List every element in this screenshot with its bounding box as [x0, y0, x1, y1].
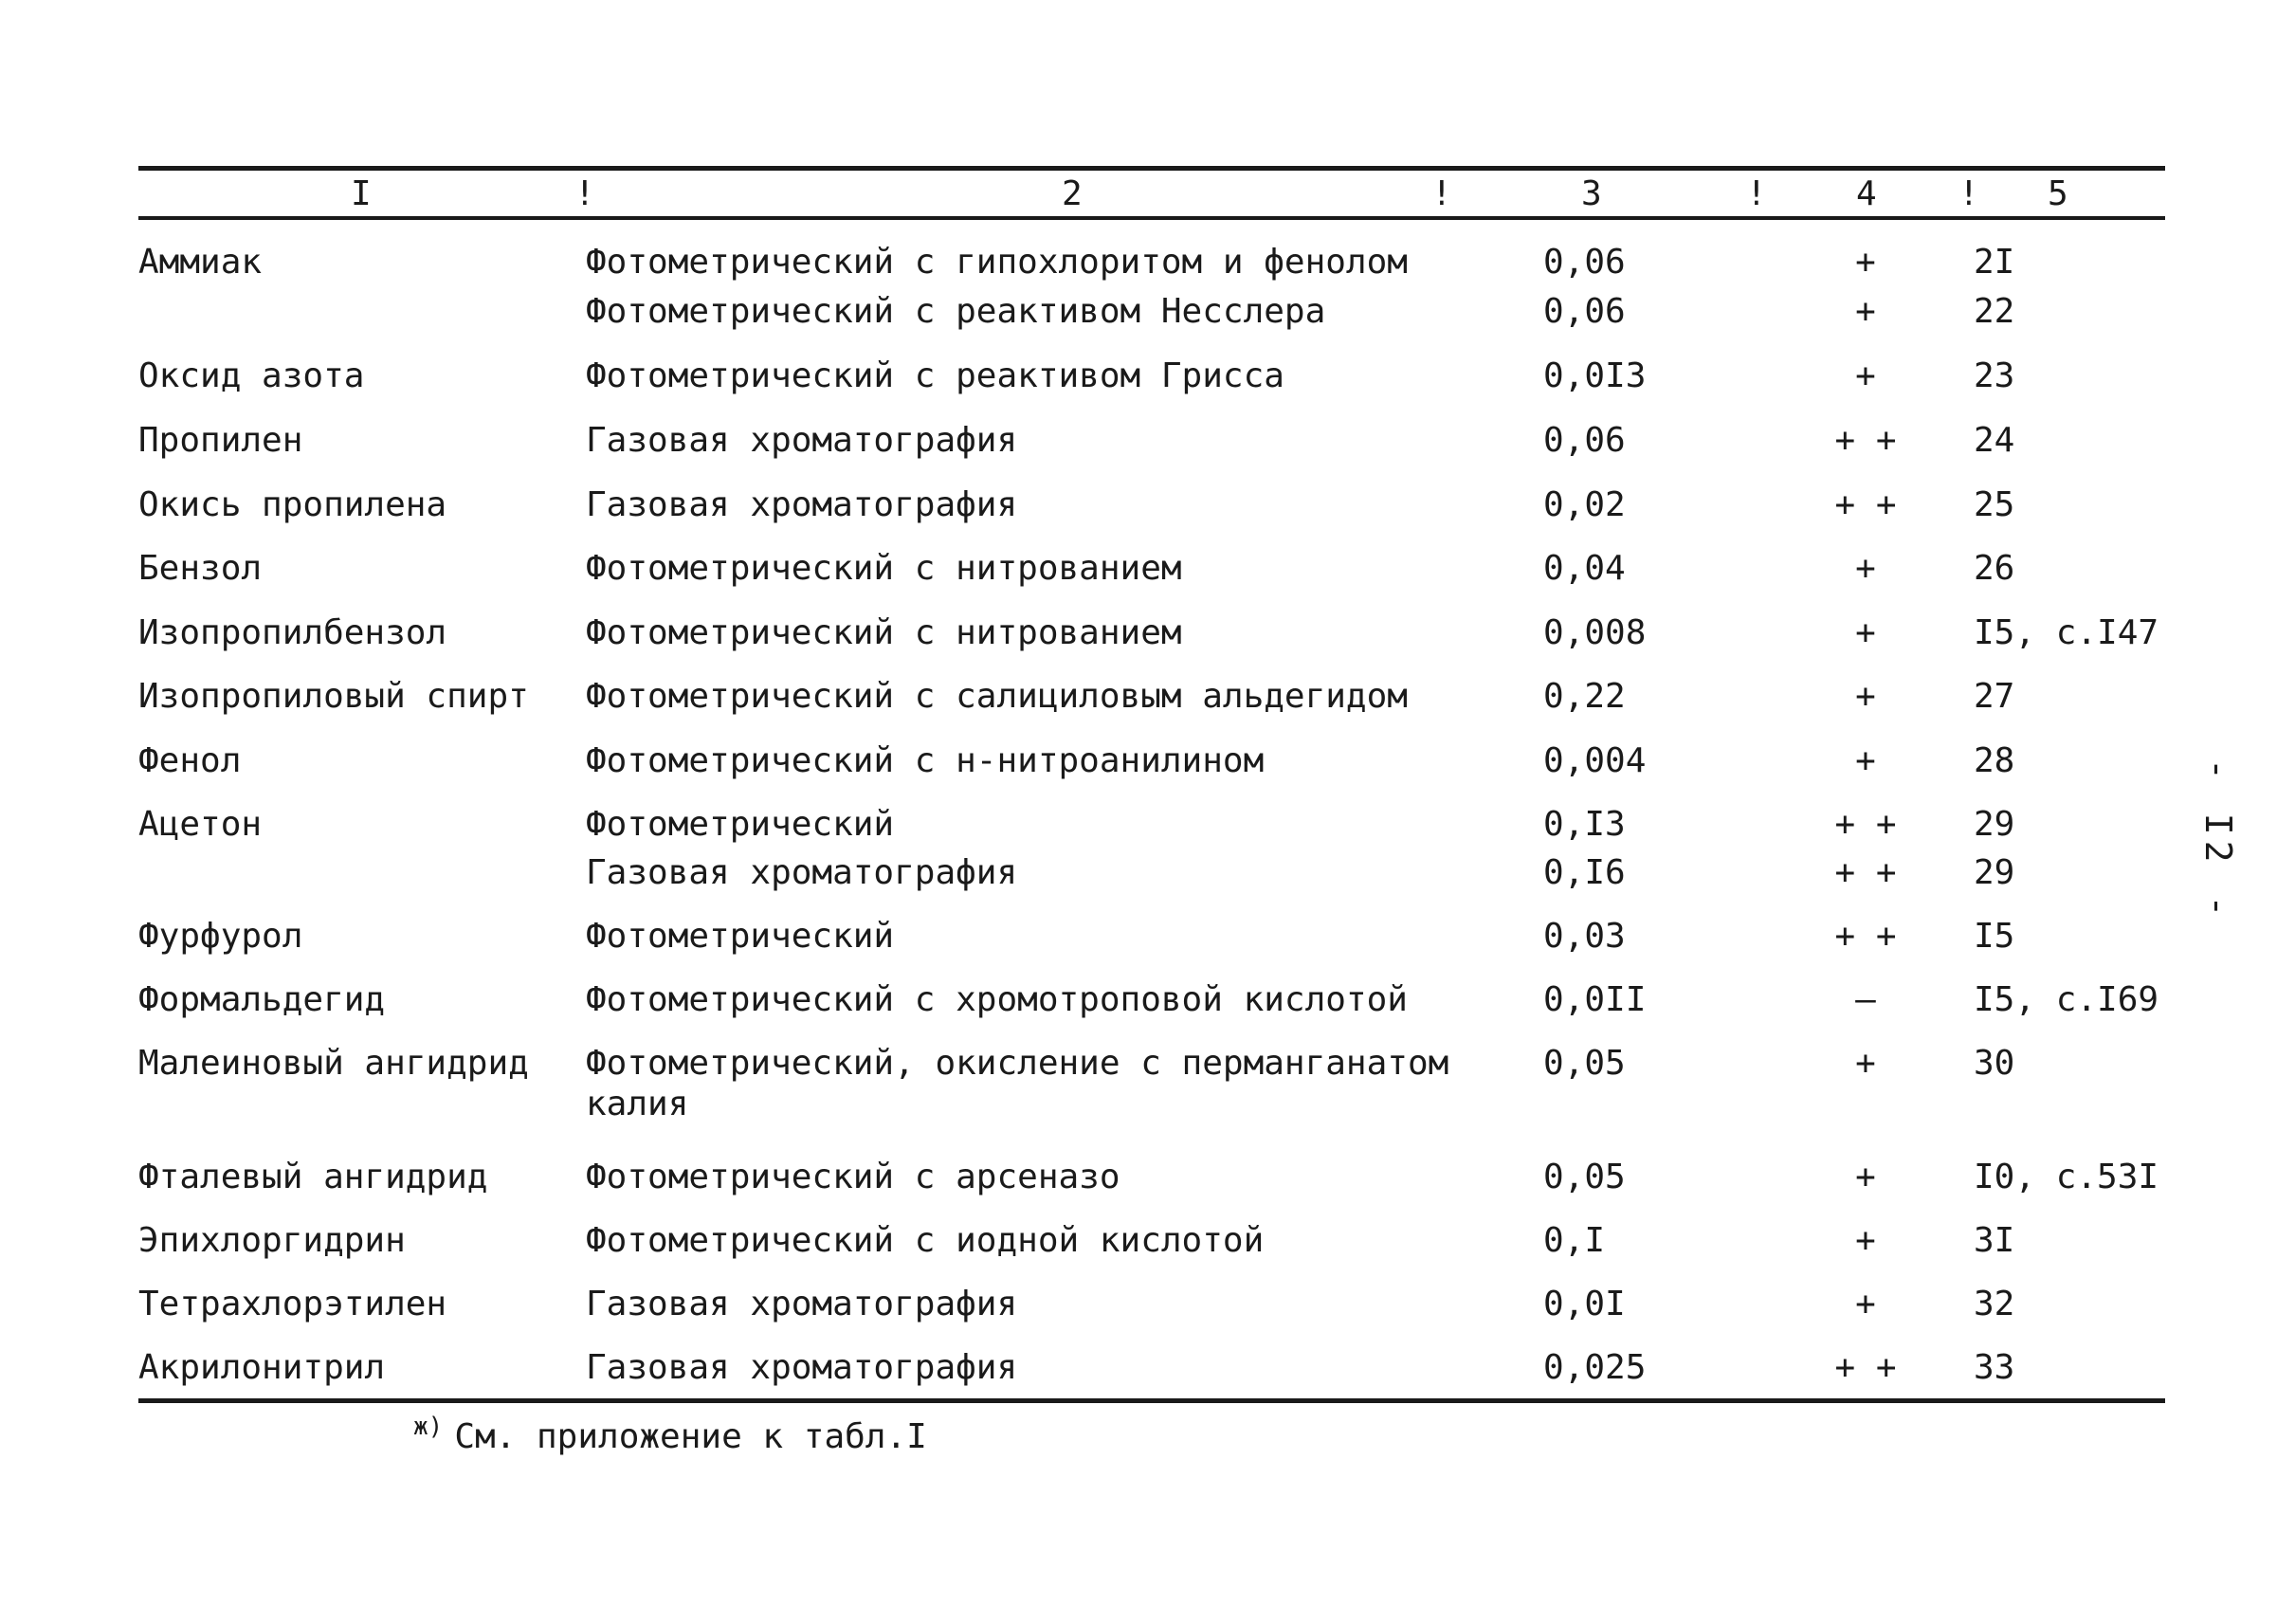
method-cell: Фотометрический с гипохлоритом и фенолом — [586, 243, 1408, 282]
reference-cell: I5, с.I47 — [1974, 613, 2159, 652]
mark-cell: + + — [1834, 853, 1897, 892]
reference-cell: 3I — [1974, 1221, 2015, 1260]
header-separator: ! — [1431, 174, 1452, 213]
method-cell: Фотометрический с арсеназо — [586, 1158, 1120, 1196]
footnote-text: См. приложение к табл.I — [454, 1417, 927, 1456]
header-col4: 4 — [1856, 174, 1877, 213]
page-number: - I2 - — [2197, 758, 2239, 923]
footnote — [413, 1413, 927, 1456]
reference-cell: I0, с.53I — [1974, 1158, 2159, 1196]
value-cell: 0,025 — [1543, 1348, 1647, 1387]
substance-cell: Изопропилбензол — [138, 613, 447, 652]
substance-cell: Аммиак — [138, 243, 263, 282]
mark-cell: + — [1855, 356, 1876, 395]
reference-cell: 27 — [1974, 677, 2015, 716]
mark-cell: + + — [1834, 485, 1897, 524]
header-col3: 3 — [1581, 174, 1602, 213]
mark-cell: + — [1855, 1044, 1876, 1083]
value-cell: 0,0II — [1543, 980, 1647, 1019]
method-cell: Фотометрический с реактивом Несслера — [586, 292, 1326, 331]
value-cell: 0,06 — [1543, 243, 1626, 282]
reference-cell: 30 — [1974, 1044, 2015, 1083]
substance-cell: Фталевый ангидрид — [138, 1158, 488, 1196]
reference-cell: 22 — [1974, 292, 2015, 331]
table-bottom-rule — [138, 1398, 2165, 1403]
method-cell: Фотометрический с хромотроповой кислотой — [586, 980, 1408, 1019]
table-header-rule — [138, 216, 2165, 220]
reference-cell: 26 — [1974, 549, 2015, 588]
substance-cell: Фурфурол — [138, 917, 303, 956]
table-top-rule — [138, 166, 2165, 171]
value-cell: 0,004 — [1543, 741, 1647, 780]
method-cell: Фотометрический — [586, 917, 895, 956]
header-separator: ! — [1746, 174, 1767, 213]
header-col2: 2 — [1062, 174, 1083, 213]
value-cell: 0,03 — [1543, 917, 1626, 956]
value-cell: 0,05 — [1543, 1044, 1626, 1083]
method-cell: Фотометрический с нитрованием — [586, 549, 1182, 588]
substance-cell: Фенол — [138, 741, 242, 780]
method-cell: Газовая хроматография — [586, 421, 1018, 460]
mark-cell: – — [1855, 980, 1876, 1019]
header-col5: 5 — [2048, 174, 2068, 213]
value-cell: 0,02 — [1543, 485, 1626, 524]
header-col1: I — [351, 174, 372, 213]
header-separator: ! — [574, 174, 595, 213]
value-cell: 0,0I3 — [1543, 356, 1647, 395]
header-separator: ! — [1958, 174, 1979, 213]
mark-cell: + + — [1834, 1348, 1897, 1387]
footnote-marker: ж) — [413, 1413, 444, 1441]
mark-cell: + + — [1834, 917, 1897, 956]
reference-cell: 33 — [1974, 1348, 2015, 1387]
substance-cell: Тетрахлорэтилен — [138, 1285, 447, 1323]
value-cell: 0,06 — [1543, 421, 1626, 460]
method-cell: Фотометрический с иодной кислотой — [586, 1221, 1265, 1260]
method-cell: Фотометрический с реактивом Грисса — [586, 356, 1284, 395]
substance-cell: Пропилен — [138, 421, 303, 460]
reference-cell: I5, с.I69 — [1974, 980, 2159, 1019]
method-cell: Фотометрический с салициловым альдегидом — [586, 677, 1408, 716]
method-cell: Фотометрический — [586, 805, 895, 844]
mark-cell: + — [1855, 1158, 1876, 1196]
mark-cell: + — [1855, 549, 1876, 588]
method-cell: Газовая хроматография — [586, 485, 1018, 524]
reference-cell: 29 — [1974, 805, 2015, 844]
substance-cell: Ацетон — [138, 805, 263, 844]
substance-cell: Малеиновый ангидрид — [138, 1044, 529, 1083]
method-cell: Газовая хроматография — [586, 1348, 1018, 1387]
value-cell: 0,I6 — [1543, 853, 1626, 892]
value-cell: 0,008 — [1543, 613, 1647, 652]
mark-cell: + — [1855, 243, 1876, 282]
method-cell: Фотометрический с н-нитроанилином — [586, 741, 1265, 780]
reference-cell: 25 — [1974, 485, 2015, 524]
method-cell: Газовая хроматография — [586, 853, 1018, 892]
reference-cell: 2I — [1974, 243, 2015, 282]
substance-cell: Эпихлоргидрин — [138, 1221, 406, 1260]
substance-cell: Формальдегид — [138, 980, 386, 1019]
reference-cell: I5 — [1974, 917, 2015, 956]
method-cell: Фотометрический, окисление с перманганатом калия — [586, 1044, 1449, 1124]
mark-cell: + — [1855, 1285, 1876, 1323]
reference-cell: 28 — [1974, 741, 2015, 780]
value-cell: 0,05 — [1543, 1158, 1626, 1196]
reference-cell: 23 — [1974, 356, 2015, 395]
reference-cell: 32 — [1974, 1285, 2015, 1323]
substance-cell: Бензол — [138, 549, 263, 588]
reference-cell: 29 — [1974, 853, 2015, 892]
value-cell: 0,04 — [1543, 549, 1626, 588]
mark-cell: + — [1855, 677, 1876, 716]
substance-cell: Окись пропилена — [138, 485, 447, 524]
substance-cell: Оксид азота — [138, 356, 365, 395]
mark-cell: + + — [1834, 421, 1897, 460]
mark-cell: + — [1855, 292, 1876, 331]
mark-cell: + — [1855, 613, 1876, 652]
mark-cell: + + — [1834, 805, 1897, 844]
value-cell: 0,22 — [1543, 677, 1626, 716]
mark-cell: + — [1855, 741, 1876, 780]
method-cell: Фотометрический с нитрованием — [586, 613, 1182, 652]
value-cell: 0,06 — [1543, 292, 1626, 331]
value-cell: 0,I3 — [1543, 805, 1626, 844]
substance-cell: Изопропиловый спирт — [138, 677, 529, 716]
method-cell: Газовая хроматография — [586, 1285, 1018, 1323]
reference-cell: 24 — [1974, 421, 2015, 460]
value-cell: 0,I — [1543, 1221, 1606, 1260]
value-cell: 0,0I — [1543, 1285, 1626, 1323]
mark-cell: + — [1855, 1221, 1876, 1260]
substance-cell: Акрилонитрил — [138, 1348, 386, 1387]
